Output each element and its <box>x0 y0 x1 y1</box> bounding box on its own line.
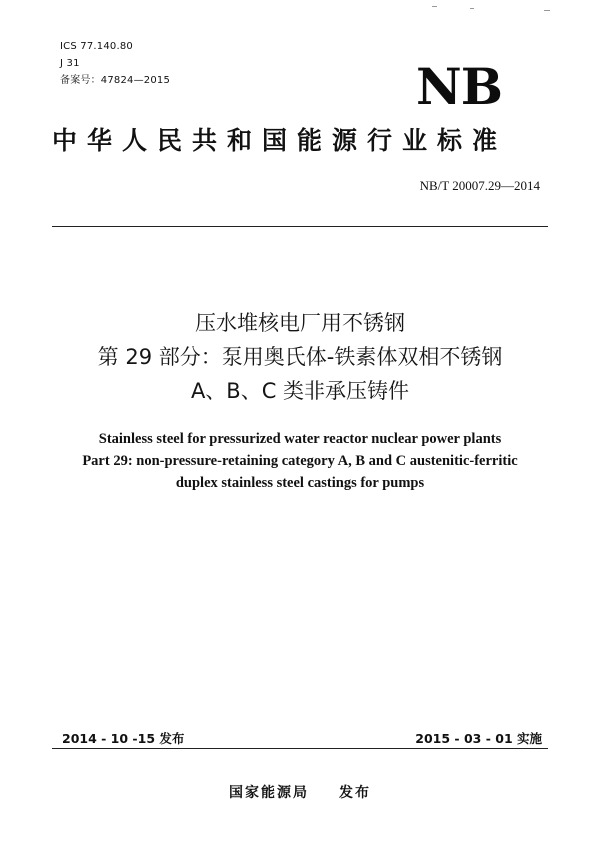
ccs-code: J 31 <box>60 58 80 69</box>
scan-speck <box>544 10 550 11</box>
en-title-line-3: duplex stainless steel castings for pumps <box>175 475 425 491</box>
issue-date: 2014 - 10 -15 发布 <box>62 731 185 746</box>
nb-logo: NB <box>416 57 502 116</box>
issuer-action: 发布 <box>339 785 371 801</box>
en-title-line-1: Stainless steel for pressurized water reactor nuclear power plants <box>98 431 502 447</box>
standard-number: NB/T 20007.29—2014 <box>419 178 540 193</box>
effective-date: 2015 - 03 - 01 实施 <box>415 731 542 746</box>
issuer-name: 国家能源局 <box>229 785 309 801</box>
cn-title-line-3: A、B、C 类非承压铸件 <box>190 379 410 403</box>
standard-category: 中华人民共和国能源行业标准 <box>52 126 508 155</box>
issuer-line <box>0 782 600 802</box>
ics-code: ICS 77.140.80 <box>60 41 133 52</box>
scan-speck <box>470 8 474 9</box>
cn-title-line-2: 第 29 部分：泵用奥氏体-铁素体双相不锈钢 <box>97 345 503 369</box>
en-title-line-2: Part 29: non-pressure-retaining category A, B and C austenitic-ferritic <box>82 453 518 469</box>
footer-divider <box>52 748 548 749</box>
scan-speck <box>432 6 437 7</box>
cn-title-line-1: 压水堆核电厂用不锈钢 <box>195 311 405 335</box>
header-divider <box>52 226 548 227</box>
record-number: 备案号：47824—2015 <box>60 75 171 86</box>
